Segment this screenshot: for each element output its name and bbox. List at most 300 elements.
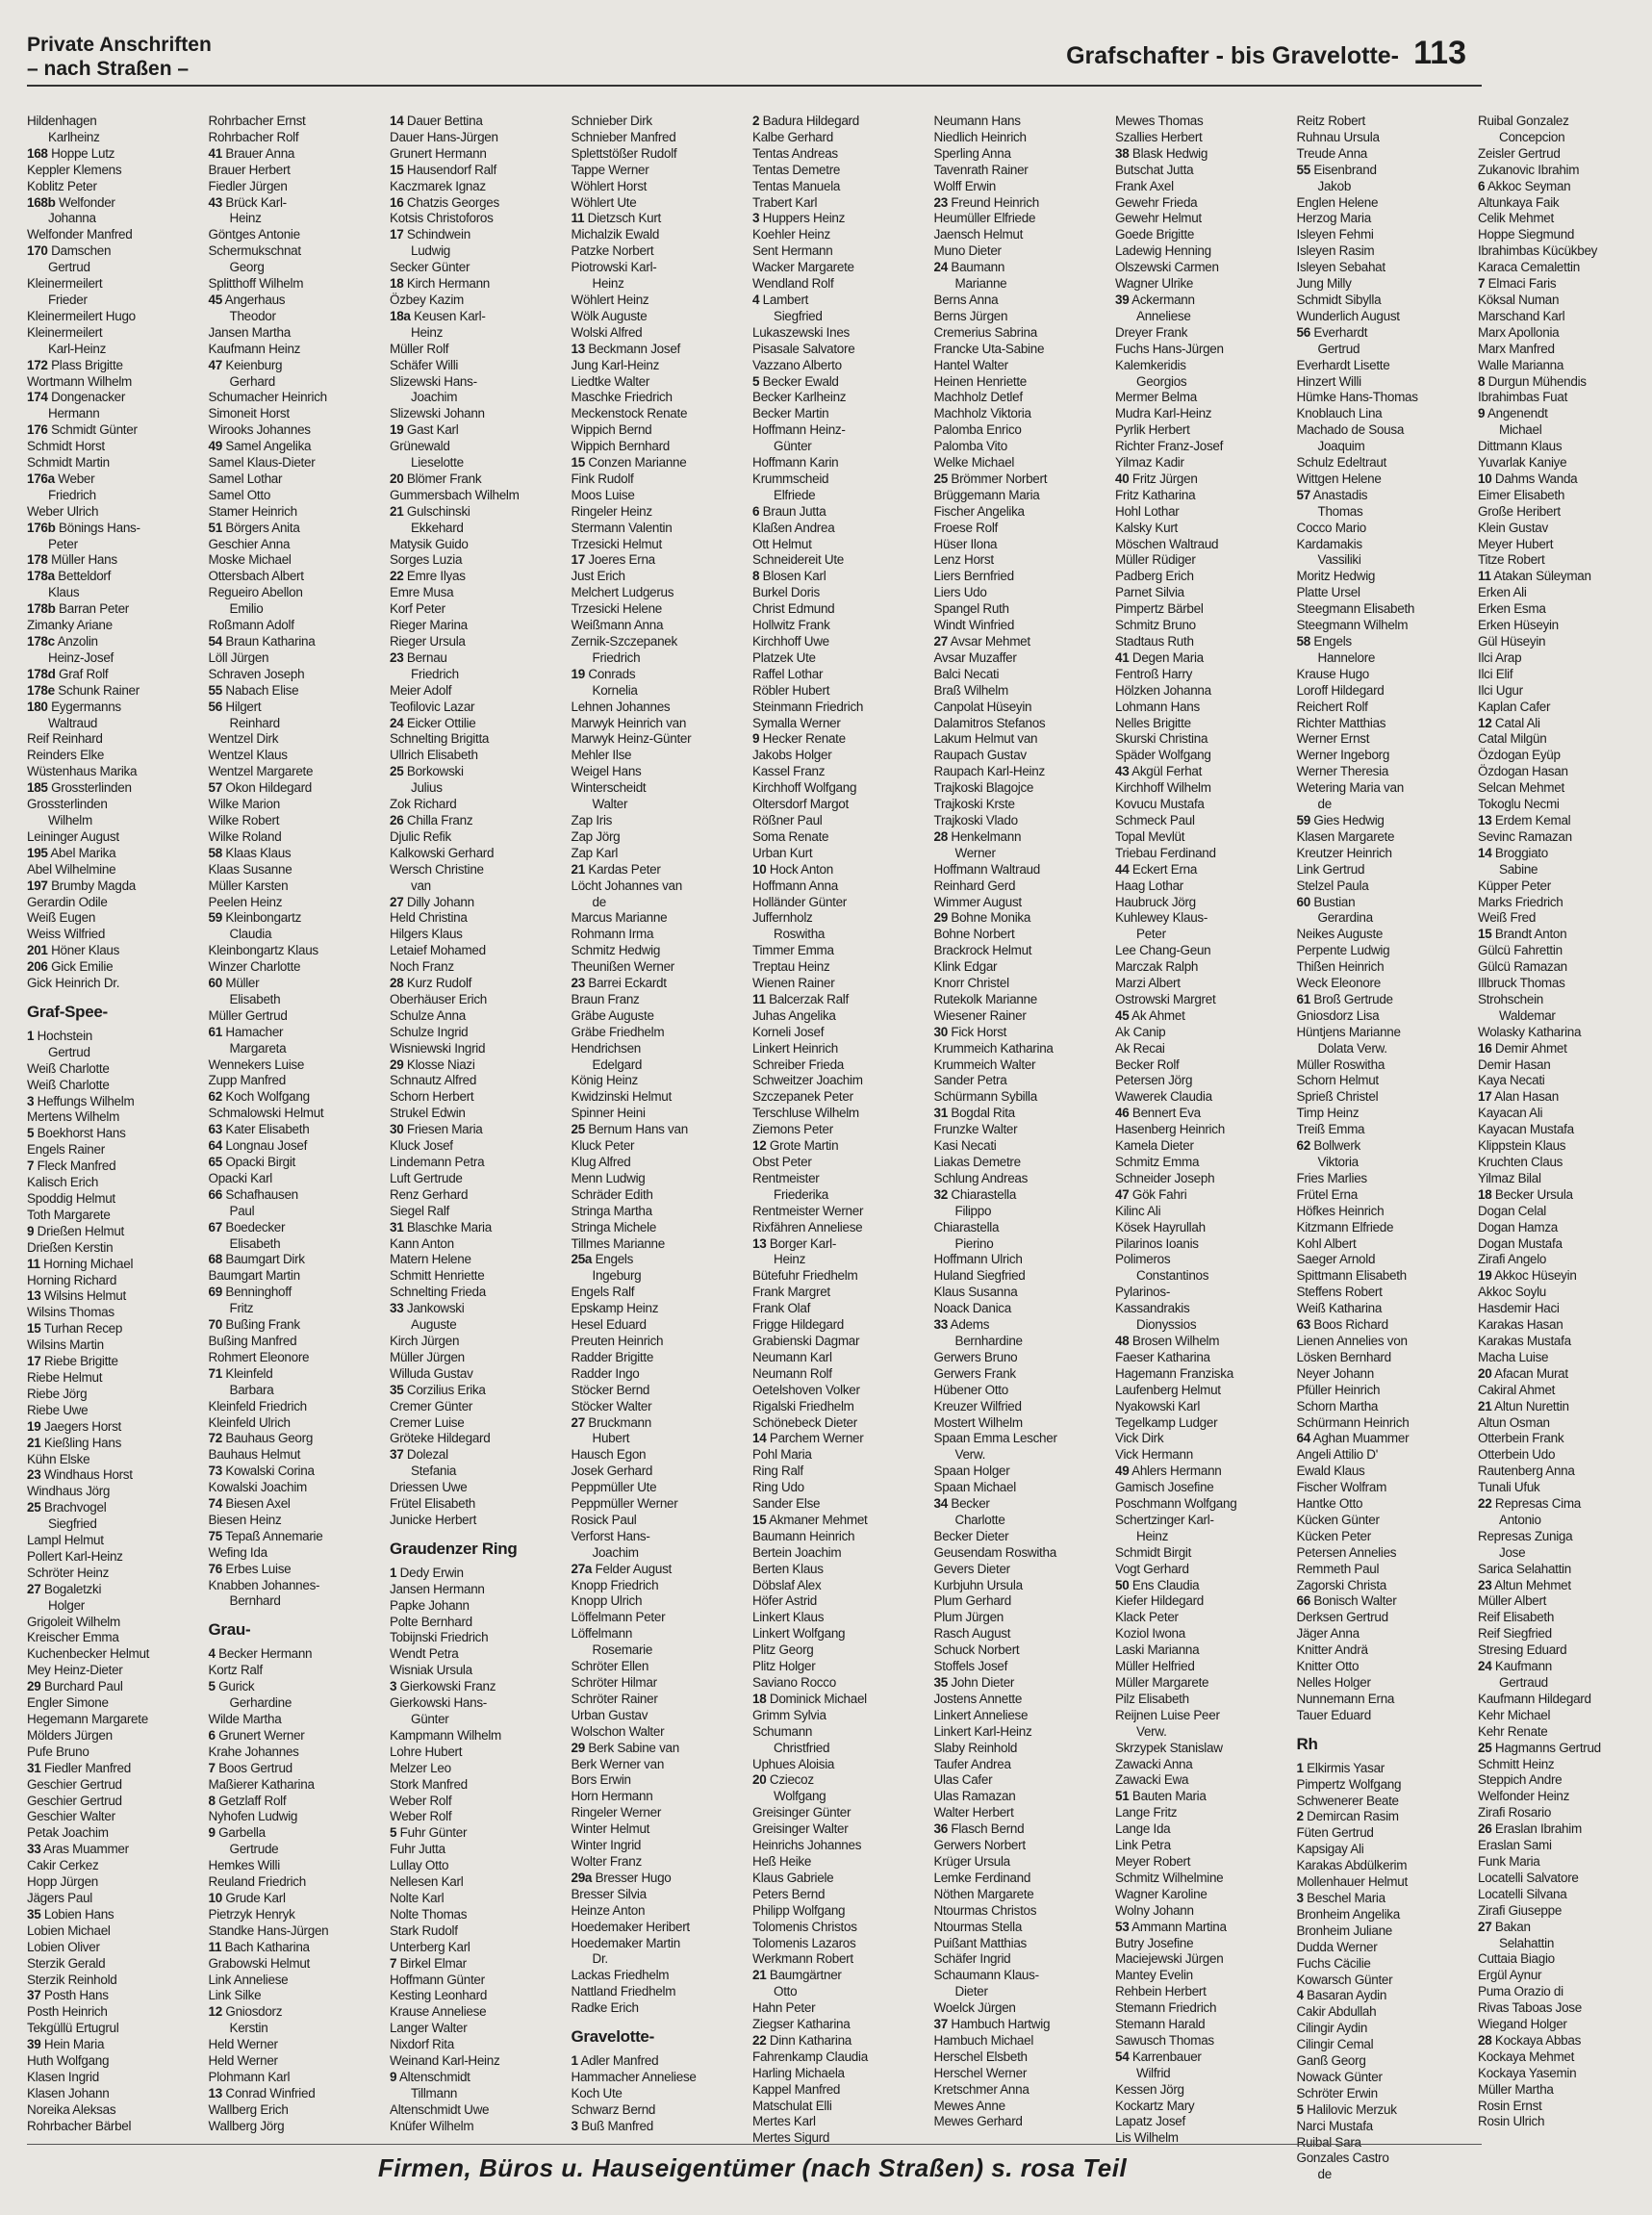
- resident-name: Plum Jürgen: [933, 1610, 1004, 1625]
- resident-name: Hambuch Hartwig: [951, 2017, 1051, 2032]
- directory-entry: [390, 309, 564, 325]
- house-number: 25: [390, 764, 404, 779]
- directory-entry: [1297, 1106, 1471, 1122]
- resident-name: Kirchhoff Wolfgang: [752, 780, 857, 796]
- resident-name: Knabben Johannes-: [208, 1577, 320, 1592]
- directory-entry: [752, 1285, 927, 1301]
- house-number: 7: [208, 1760, 216, 1775]
- directory-entry: [1115, 1984, 1289, 2000]
- directory-entry: [27, 342, 201, 358]
- resident-name: Becker: [951, 1496, 990, 1512]
- directory-entry: [752, 1936, 927, 1952]
- resident-name: Grunert Werner: [218, 1727, 305, 1743]
- resident-name: Kruchten Claus: [1478, 1155, 1563, 1169]
- resident-name: Reitz Robert: [1296, 114, 1365, 128]
- resident-name: Späder Wolfgang: [1115, 748, 1211, 763]
- resident-name: Moos Luise: [571, 487, 635, 502]
- resident-name: Altun Nurettin: [1494, 1398, 1569, 1413]
- directory-entry: [390, 1842, 564, 1858]
- directory-entry: [209, 1285, 383, 1301]
- directory-entry: [572, 1529, 746, 1545]
- directory-entry: [1297, 1562, 1471, 1578]
- directory-entry: [27, 1158, 201, 1175]
- directory-entry: [27, 537, 201, 553]
- directory-entry: [390, 797, 564, 813]
- directory-entry: [27, 1777, 201, 1794]
- directory-entry: [934, 1513, 1108, 1529]
- resident-name: Kleinfeld Ulrich: [208, 1414, 291, 1430]
- directory-entry: [209, 1940, 383, 1956]
- house-number: 170: [27, 243, 48, 259]
- resident-name: Keppler Klemens: [27, 162, 122, 177]
- resident-name: Welfonder Manfred: [27, 227, 133, 242]
- directory-entry: [27, 1533, 201, 1549]
- resident-name: Neumann Rolf: [752, 1365, 832, 1381]
- directory-entry: [27, 1582, 201, 1598]
- resident-name: Saeger Arnold: [1296, 1252, 1376, 1267]
- resident-name: Boos Gertrud: [218, 1760, 292, 1775]
- directory-entry: [1115, 650, 1289, 667]
- resident-name: Lohre Hubert: [390, 1744, 463, 1759]
- resident-name: Braun Franz: [571, 991, 640, 1006]
- house-number: 21: [27, 1435, 41, 1450]
- directory-entry: [1297, 1334, 1471, 1350]
- directory-entry: [27, 716, 201, 732]
- resident-name: de: [592, 894, 606, 909]
- directory-entry: [1115, 227, 1289, 243]
- resident-name: Urban Kurt: [752, 845, 813, 860]
- resident-name: Samel Klaus-Dieter: [208, 455, 316, 471]
- directory-entry: [752, 1122, 927, 1138]
- directory-column: [752, 114, 927, 2147]
- house-number: 12: [208, 2004, 222, 2020]
- resident-name: Dionyssios: [1136, 1317, 1197, 1333]
- directory-entry: [1478, 1936, 1652, 1952]
- resident-name: Hollwitz Frank: [752, 618, 830, 633]
- resident-name: Hildenhagen: [27, 114, 97, 128]
- directory-entry: [209, 910, 383, 927]
- directory-entry: [1115, 634, 1289, 650]
- resident-name: Fiedler Jürgen: [208, 178, 288, 193]
- directory-entry: [934, 309, 1108, 325]
- resident-name: Lobien Oliver: [27, 1939, 100, 1954]
- house-number: 2: [752, 114, 760, 128]
- directory-entry: [572, 731, 746, 748]
- directory-entry: [1297, 1073, 1471, 1089]
- directory-entry: [209, 667, 383, 683]
- section-subtitle: – nach Straßen –: [27, 58, 190, 80]
- house-number: 36: [933, 1821, 948, 1837]
- resident-name: Hasenberg Heinrich: [1115, 1122, 1225, 1137]
- resident-name: Poschmann Wolfgang: [1115, 1496, 1237, 1512]
- directory-entry: [1478, 927, 1652, 943]
- directory-entry: [209, 2053, 383, 2070]
- resident-name: Huland Siegfried: [933, 1268, 1026, 1284]
- directory-entry: [209, 488, 383, 504]
- resident-name: Akkoc Hüseyin: [1494, 1268, 1577, 1284]
- resident-name: Isleyen Rasim: [1296, 243, 1375, 259]
- resident-name: Terschluse Wilhelm: [752, 1106, 859, 1121]
- resident-name: Karlheinz: [48, 129, 100, 144]
- resident-name: Reif Reinhard: [27, 731, 103, 747]
- resident-name: Kuhlewey Klaus-: [1115, 910, 1208, 926]
- directory-entry: [390, 1073, 564, 1089]
- directory-entry: [752, 488, 927, 504]
- directory-entry: [752, 1903, 927, 1920]
- resident-name: Holländer Günter: [752, 894, 848, 909]
- directory-entry: [572, 1903, 746, 1920]
- resident-name: Stermann Valentin: [571, 520, 673, 535]
- resident-name: Hagemann Franziska: [1115, 1365, 1233, 1381]
- resident-name: Liedtke Walter: [571, 373, 650, 389]
- resident-name: Bresser Hugo: [595, 1870, 672, 1885]
- resident-name: Charlotte: [954, 1512, 1005, 1527]
- directory-entry: [572, 374, 746, 391]
- resident-name: Bohne Norbert: [933, 927, 1015, 942]
- directory-entry: [27, 1695, 201, 1712]
- directory-entry: [752, 455, 927, 471]
- resident-name: Tegelkamp Ludger: [1115, 1414, 1218, 1430]
- resident-name: Dongenacker: [51, 390, 126, 405]
- resident-name: Krüger Ursula: [933, 1853, 1010, 1869]
- resident-name: Parnet Silvia: [1115, 585, 1184, 600]
- directory-entry: [1478, 1415, 1652, 1432]
- resident-name: Krahe Johannes: [208, 1744, 299, 1759]
- resident-name: Brosen Wilhelm: [1131, 1333, 1220, 1348]
- directory-entry: [1297, 179, 1471, 195]
- directory-entry: [209, 2037, 383, 2053]
- house-number: 61: [1296, 991, 1310, 1006]
- resident-name: Roßmann Adolf: [208, 618, 294, 633]
- resident-name: Kater Elisabeth: [225, 1122, 310, 1137]
- resident-name: Rosick Paul: [571, 1512, 637, 1527]
- directory-entry: [1478, 943, 1652, 959]
- resident-name: Hoedemaker Heribert: [571, 1919, 690, 1934]
- resident-name: Schönebeck Dieter: [752, 1414, 857, 1430]
- resident-name: Hein Maria: [43, 2037, 105, 2052]
- resident-name: Altenschmidt: [398, 2069, 470, 2084]
- directory-entry: [1297, 910, 1471, 927]
- directory-entry: [1478, 1366, 1652, 1383]
- resident-name: Gertraud: [1499, 1675, 1548, 1690]
- directory-entry: [934, 683, 1108, 700]
- directory-entry: [390, 146, 564, 163]
- resident-name: Tappe Werner: [571, 162, 649, 177]
- resident-name: Dogan Celal: [1478, 1203, 1546, 1218]
- directory-entry: [572, 1171, 746, 1187]
- directory-entry: [390, 634, 564, 650]
- house-number: 27: [571, 1414, 585, 1430]
- resident-name: Selahattin: [1499, 1935, 1555, 1950]
- resident-name: Basaran Aydin: [1307, 1988, 1387, 2003]
- resident-name: Wilke Marion: [208, 797, 280, 812]
- resident-name: Hölzken Johanna: [1115, 682, 1211, 698]
- resident-name: Rohmert Eleonore: [208, 1349, 310, 1364]
- directory-entry: [209, 797, 383, 813]
- house-number: 45: [1115, 1007, 1130, 1023]
- directory-entry: [209, 1301, 383, 1317]
- resident-name: Constantinos: [1136, 1268, 1209, 1284]
- resident-name: Jankowski: [406, 1301, 465, 1316]
- resident-name: Preuten Heinrich: [571, 1333, 664, 1348]
- resident-name: Abel Wilhelmine: [27, 861, 116, 877]
- directory-entry: [572, 1464, 746, 1480]
- resident-name: Link Anneliese: [208, 1972, 289, 1987]
- resident-name: Löcht Johannes van: [571, 878, 682, 893]
- directory-entry: [1297, 1285, 1471, 1301]
- resident-name: Schneidereit Ute: [752, 552, 845, 568]
- house-number: 11: [1478, 569, 1491, 584]
- directory-entry: [1115, 1041, 1289, 1057]
- directory-entry: [390, 1366, 564, 1383]
- resident-name: Elmaci Faris: [1487, 276, 1557, 292]
- resident-name: Rutekolk Marianne: [933, 991, 1037, 1006]
- directory-entry: [572, 846, 746, 862]
- directory-entry: [390, 163, 564, 179]
- resident-name: Fink Rudolf: [571, 471, 634, 486]
- directory-entry: [752, 1252, 927, 1268]
- resident-name: Müller: [225, 976, 260, 991]
- resident-name: Rosin Ulrich: [1478, 2114, 1545, 2129]
- resident-name: Brüggemann Maria: [933, 487, 1040, 502]
- directory-entry: [27, 1744, 201, 1761]
- resident-name: Timmer Emma: [752, 943, 834, 958]
- resident-name: Höfer Astrid: [752, 1593, 817, 1609]
- resident-name: Hoppe Lutz: [51, 145, 115, 161]
- house-number: 76: [208, 1561, 222, 1576]
- directory-entry: [27, 552, 201, 569]
- resident-name: Marwyk Heinrich van: [571, 715, 687, 730]
- directory-entry: [934, 2017, 1108, 2033]
- directory-entry: [752, 585, 927, 601]
- directory-entry: [209, 959, 383, 976]
- resident-name: Rosin Ernst: [1478, 2098, 1542, 2113]
- house-number: 176: [27, 422, 48, 438]
- resident-name: Ostrowski Margret: [1115, 991, 1216, 1006]
- directory-entry: [752, 829, 927, 846]
- resident-name: Ekkehard: [411, 520, 464, 535]
- resident-name: Zok Richard: [390, 797, 457, 812]
- directory-entry: [390, 1891, 564, 1907]
- resident-name: Tentas Andreas: [752, 145, 838, 161]
- house-number: 49: [208, 439, 222, 454]
- directory-entry: [934, 1821, 1108, 1838]
- resident-name: Tentas Manuela: [752, 178, 841, 193]
- resident-name: Bakan: [1494, 1919, 1531, 1934]
- resident-name: Isleyen Sebahat: [1296, 260, 1385, 275]
- directory-entry: [390, 1252, 564, 1268]
- directory-entry: [209, 2119, 383, 2135]
- directory-entry: [934, 1610, 1108, 1626]
- directory-entry: [1478, 374, 1652, 391]
- directory-entry: [1297, 1383, 1471, 1399]
- house-number: 29: [27, 1679, 41, 1694]
- resident-name: Wallberg Erich: [208, 2101, 289, 2117]
- directory-entry: [209, 846, 383, 862]
- house-number: 23: [933, 194, 948, 210]
- resident-name: Bogdal Rita: [951, 1106, 1015, 1121]
- resident-name: Hamacher: [225, 1024, 284, 1039]
- house-number: 60: [1296, 894, 1310, 909]
- directory-entry: [390, 1940, 564, 1956]
- directory-entry: [209, 1545, 383, 1562]
- directory-entry: [27, 293, 201, 309]
- directory-entry: [27, 1094, 201, 1110]
- resident-name: Cilingir Cemal: [1296, 2037, 1374, 2052]
- directory-entry: [1115, 1204, 1289, 1220]
- directory-entry: [1297, 1204, 1471, 1220]
- resident-name: Verforst Hans-: [571, 1528, 650, 1543]
- directory-entry: [572, 2000, 746, 2017]
- directory-entry: [1478, 1155, 1652, 1171]
- resident-name: Mostert Wilhelm: [933, 1414, 1023, 1430]
- directory-entry: [572, 537, 746, 553]
- directory-entry: [27, 1615, 201, 1631]
- resident-name: Schreiber Frieda: [752, 1057, 844, 1072]
- resident-name: Wolter Franz: [571, 1853, 642, 1869]
- directory-entry: [27, 1142, 201, 1158]
- house-number: 57: [1296, 487, 1310, 502]
- directory-entry: [1478, 1920, 1652, 1936]
- resident-name: Spaan Holger: [933, 1464, 1010, 1479]
- resident-name: Stringa Martha: [571, 1203, 652, 1218]
- directory-entry: [390, 1431, 564, 1447]
- directory-entry: [1115, 585, 1289, 601]
- resident-name: Opacki Karl: [208, 1170, 272, 1185]
- directory-entry: [1115, 488, 1289, 504]
- resident-name: Antonio: [1499, 1512, 1541, 1527]
- directory-entry: [752, 1920, 927, 1936]
- house-number: 24: [933, 260, 948, 275]
- resident-name: Gummersbach Wilhelm: [390, 487, 520, 502]
- directory-entry: [390, 1415, 564, 1432]
- resident-name: Pfüller Heinrich: [1296, 1382, 1381, 1397]
- resident-name: Gertrud: [48, 260, 90, 275]
- resident-name: Wölk Auguste: [571, 308, 648, 323]
- house-number: 3: [27, 1093, 35, 1108]
- resident-name: Concepcion: [1499, 129, 1565, 144]
- resident-name: Fleck Manfred: [37, 1158, 116, 1174]
- directory-entry: [27, 634, 201, 650]
- resident-name: Buß Manfred: [581, 2118, 653, 2133]
- resident-name: Friederika: [774, 1186, 829, 1202]
- resident-name: Ackermann: [1131, 292, 1195, 307]
- resident-name: Große Heribert: [1478, 503, 1561, 519]
- directory-entry: [390, 1138, 564, 1155]
- directory-entry: [572, 1220, 746, 1236]
- directory-entry: [209, 716, 383, 732]
- directory-entry: [1297, 374, 1471, 391]
- directory-entry: [1115, 552, 1289, 569]
- resident-name: Becker Rolf: [1115, 1057, 1180, 1072]
- directory-entry: [390, 293, 564, 309]
- resident-name: Wersch Christine: [390, 861, 484, 877]
- directory-entry: [1115, 1805, 1289, 1821]
- resident-name: Spoddig Helmut: [27, 1191, 115, 1206]
- directory-entry: [934, 2066, 1108, 2082]
- directory-entry: [390, 521, 564, 537]
- directory-entry: [390, 1089, 564, 1106]
- directory-entry: [572, 179, 746, 195]
- resident-name: Möschen Waltraud: [1115, 536, 1219, 551]
- resident-name: Schröter Erwin: [1296, 2085, 1378, 2100]
- resident-name: Schnelting Frieda: [390, 1285, 486, 1300]
- directory-entry: [1478, 797, 1652, 813]
- resident-name: Pollert Karl-Heinz: [27, 1548, 123, 1564]
- house-number: 39: [27, 2037, 41, 2052]
- directory-entry: [27, 114, 201, 130]
- directory-entry: [1115, 2082, 1289, 2099]
- house-number: 27: [1478, 1919, 1492, 1934]
- directory-entry: [752, 1366, 927, 1383]
- resident-name: Schmidt Sibylla: [1296, 292, 1382, 307]
- directory-entry: [1478, 1968, 1652, 1984]
- directory-entry: [390, 1383, 564, 1399]
- resident-name: Okon Hildegard: [225, 780, 312, 796]
- directory-entry: [934, 1008, 1108, 1025]
- house-number: 3: [752, 211, 760, 226]
- house-number: 174: [27, 390, 48, 405]
- directory-entry: [1115, 1545, 1289, 1562]
- directory-entry: [572, 1562, 746, 1578]
- directory-entry: [1297, 1842, 1471, 1858]
- resident-name: Riebe Brigitte: [43, 1354, 118, 1369]
- resident-name: Klippstein Klaus: [1478, 1138, 1566, 1154]
- house-number: 25a: [571, 1252, 593, 1267]
- directory-entry: [27, 1566, 201, 1582]
- house-number: 21: [1478, 1398, 1492, 1413]
- directory-entry: [572, 1106, 746, 1122]
- resident-name: Linkert Klaus: [752, 1610, 825, 1625]
- resident-name: Werkmann Robert: [752, 1951, 853, 1967]
- resident-name: Klosse Niazi: [406, 1057, 475, 1072]
- resident-name: Liers Bernfried: [933, 569, 1014, 584]
- directory-entry: [1478, 195, 1652, 212]
- directory-entry: [1115, 846, 1289, 862]
- resident-name: Machholz Viktoria: [933, 406, 1031, 421]
- directory-entry: [390, 2004, 564, 2021]
- directory-entry: [390, 195, 564, 212]
- directory-entry: [209, 537, 383, 553]
- directory-entry: [27, 390, 201, 406]
- resident-name: Kaufmann Hildegard: [1478, 1691, 1591, 1706]
- directory-entry: [27, 1288, 201, 1305]
- resident-name: Greisinger Walter: [752, 1821, 849, 1837]
- directory-entry: [390, 374, 564, 391]
- resident-name: Standke Hans-Jürgen: [208, 1922, 329, 1938]
- street-heading: Graudenzer Ring: [390, 1539, 518, 1558]
- resident-name: Richter Franz-Josef: [1115, 439, 1224, 454]
- resident-name: Nabach Elise: [225, 682, 299, 698]
- resident-name: Lambert: [762, 292, 809, 307]
- resident-name: Stamer Heinrich: [208, 503, 297, 519]
- resident-name: Kluck Peter: [571, 1138, 635, 1154]
- directory-entry: [572, 114, 746, 130]
- directory-entry: [752, 1529, 927, 1545]
- directory-entry: [209, 1728, 383, 1744]
- resident-name: Canpolat Hüseyin: [933, 699, 1032, 714]
- directory-entry: [934, 1805, 1108, 1821]
- resident-name: Petak Joachim: [27, 1825, 109, 1841]
- directory-entry: [572, 959, 746, 976]
- directory-entry: [209, 293, 383, 309]
- resident-name: Weck Eleonore: [1296, 976, 1381, 991]
- resident-name: Hoffmann Anna: [752, 878, 838, 893]
- resident-name: Wortmann Wilhelm: [27, 373, 132, 389]
- resident-name: Haag Lothar: [1115, 878, 1184, 893]
- resident-name: Heinen Henriette: [933, 373, 1028, 389]
- resident-name: Jose: [1499, 1544, 1526, 1560]
